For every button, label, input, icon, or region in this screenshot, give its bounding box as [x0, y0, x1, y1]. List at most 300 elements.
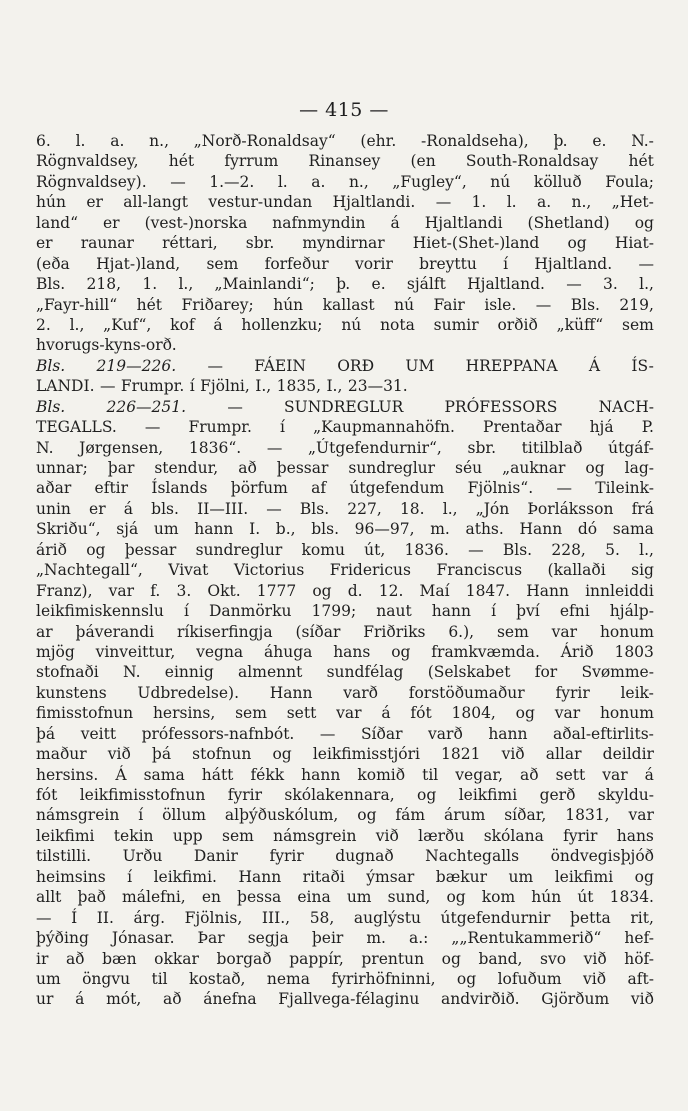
word: all-langt: [123, 193, 188, 212]
word: við: [501, 745, 525, 764]
word: (vest-)norska: [144, 213, 248, 232]
word: ir: [36, 949, 49, 968]
word: N.-: [631, 132, 654, 150]
word: hann: [301, 765, 341, 784]
word: leikfimi: [554, 867, 614, 886]
word: „Kaupmannahöfn.: [313, 418, 455, 437]
word: hann: [194, 520, 234, 539]
word: séu: [455, 459, 483, 477]
word: l.: [75, 132, 86, 150]
word: Danir: [193, 847, 238, 866]
word: Maí: [419, 581, 450, 600]
word: útgefendurnir: [440, 908, 551, 927]
word: LANDI.: [36, 377, 95, 396]
word: sig: [631, 561, 654, 580]
word: námsgrein: [36, 806, 120, 825]
word: fyrir: [269, 847, 304, 866]
text-line: [36, 295, 654, 315]
word: (ehr.: [360, 132, 397, 150]
text-line: [36, 805, 654, 825]
text-line: [36, 417, 654, 437]
word: er: [89, 499, 106, 518]
text-line: [36, 172, 654, 192]
word: Rinansey: [308, 152, 381, 171]
text-line: [36, 376, 654, 396]
word: Franciscus: [436, 561, 523, 580]
word: kunstens: [36, 683, 107, 702]
word: Frumpr.: [120, 377, 185, 396]
word: komið: [357, 765, 406, 784]
text-line: [36, 765, 654, 785]
word: „Kuf“,: [103, 315, 152, 334]
word: (Shetland): [527, 213, 610, 232]
word: vinveittur,: [95, 642, 176, 661]
word: FÁEIN: [254, 356, 306, 375]
word: varð: [343, 683, 378, 702]
word: dugnað: [335, 847, 394, 866]
word: leikfimi.: [153, 867, 217, 886]
word: auglýstu: [353, 908, 421, 927]
word: Okt.: [207, 581, 241, 600]
word: —: [266, 499, 282, 518]
word: UM: [405, 356, 435, 375]
word: b.,: [275, 520, 296, 539]
text-line: [36, 744, 654, 764]
word: skólana: [483, 826, 544, 845]
word: m.: [430, 520, 450, 539]
text-line: [36, 867, 654, 887]
word: því: [516, 602, 540, 621]
word: og: [567, 234, 587, 253]
word: hersins.: [36, 765, 99, 784]
word: allar: [545, 745, 582, 764]
word: SUNDREGLUR: [284, 397, 404, 416]
body-text: [36, 131, 654, 1010]
word: er: [103, 213, 120, 232]
word: sama: [143, 765, 185, 784]
word: Hjat-)land,: [96, 254, 181, 273]
word: Udbredelse).: [137, 683, 240, 702]
word: PRÓFESSORS: [444, 397, 558, 416]
text-line: [36, 254, 654, 274]
word: hann: [488, 724, 528, 743]
word: Hjaltland.: [467, 275, 545, 294]
word: fyrir: [227, 786, 263, 804]
word: vorir: [354, 254, 393, 273]
word: þetta: [569, 908, 611, 927]
word: 1803: [614, 642, 654, 661]
word: sett: [286, 704, 317, 723]
word: kallast: [322, 295, 375, 314]
word: og: [446, 888, 466, 907]
word: Prentaðar: [483, 418, 562, 437]
word: fám: [395, 806, 426, 825]
text-line: [36, 315, 654, 335]
word: 1.: [471, 193, 487, 212]
word: á: [123, 499, 134, 518]
word: þ.: [553, 132, 568, 150]
word: III.,: [261, 908, 291, 927]
word: South-Ronaldsay: [465, 152, 599, 171]
word: um: [153, 520, 179, 539]
text-line: [36, 397, 654, 417]
word: —: [99, 377, 116, 396]
word: sumir: [433, 315, 479, 334]
word: alþýðuskólum,: [224, 806, 339, 825]
word: fót: [410, 704, 432, 723]
word: og: [585, 459, 605, 477]
word: var: [336, 704, 362, 723]
text-line: [36, 887, 654, 907]
word: pappír,: [289, 949, 344, 968]
word: stofnun: [192, 745, 252, 764]
word: 1804,: [451, 704, 496, 723]
word: árið: [36, 540, 67, 559]
text-line: [36, 703, 654, 723]
word: mjög: [36, 642, 75, 661]
word: Þorláksson: [527, 499, 614, 518]
word: og: [391, 642, 411, 661]
word: vegna: [196, 642, 244, 661]
word: ur: [36, 990, 54, 1009]
word: Svømme-: [581, 663, 654, 682]
word: komu: [301, 540, 345, 559]
word: og: [357, 806, 377, 825]
word: áhuga: [264, 642, 313, 661]
word: dó: [577, 520, 598, 539]
word: deildir: [602, 745, 654, 764]
text-line: [36, 846, 654, 866]
word: (Selskabet: [427, 663, 511, 682]
word: Rögnvaldsey).: [36, 172, 147, 191]
word: sem: [235, 704, 267, 723]
word: sett: [555, 765, 586, 784]
word: N.: [36, 438, 54, 457]
word: 6.: [36, 132, 51, 150]
word: er: [86, 193, 103, 212]
word: var: [554, 704, 581, 723]
word: 23—31.: [347, 377, 408, 396]
word: veitt: [80, 724, 117, 743]
word: hún: [273, 295, 304, 314]
word: lofuðum: [497, 969, 562, 988]
word: maður: [36, 745, 87, 764]
word: I.,: [326, 377, 343, 396]
word: hollenzku;: [241, 315, 323, 334]
word: skólakennara,: [284, 786, 395, 804]
word: Hann: [526, 581, 569, 600]
word: Fair: [433, 295, 465, 314]
word: sundreglur: [195, 540, 283, 559]
word: var: [551, 622, 578, 641]
word: II.: [96, 908, 114, 927]
word: í: [138, 806, 144, 825]
word: Fjölnis“.: [467, 479, 534, 498]
word: þá: [151, 745, 172, 764]
word: „Norð-Ronaldsay“: [193, 132, 336, 150]
word: nafnmyndin: [272, 213, 366, 232]
word: ríkiserfingja: [177, 622, 273, 641]
word: þessa: [237, 888, 282, 907]
word: um: [508, 867, 534, 886]
text-line: [36, 499, 654, 519]
word: að: [520, 765, 539, 784]
word: um: [346, 888, 372, 907]
word: —: [144, 418, 161, 437]
word: TEGALLS.: [36, 418, 117, 437]
word: fót: [36, 786, 58, 804]
word: fimisstofnun: [36, 704, 134, 723]
word: Urðu: [122, 847, 163, 866]
word: —: [36, 908, 52, 927]
word: aths.: [465, 520, 504, 539]
word: 6.),: [448, 622, 475, 641]
word: 1777: [256, 581, 297, 600]
word: Bls.: [570, 295, 600, 314]
word: unin: [36, 499, 71, 518]
word: —: [170, 172, 186, 191]
word: honum: [599, 622, 654, 641]
word: við: [107, 745, 131, 764]
word: í: [189, 377, 195, 396]
word: m.: [366, 929, 386, 948]
word: —: [468, 540, 484, 559]
word: hans: [333, 642, 371, 661]
word: að: [238, 459, 257, 477]
word: árum: [443, 806, 486, 825]
text-line: [36, 560, 654, 580]
word: og: [456, 969, 477, 988]
word: síðar,: [504, 806, 547, 825]
word: þýðing: [36, 929, 89, 948]
word: vegar,: [455, 765, 504, 784]
word: 3.: [603, 275, 618, 294]
word: e.: [592, 132, 607, 150]
word: unnar;: [36, 459, 88, 477]
word: um: [36, 969, 61, 988]
word: honum: [599, 704, 654, 723]
word: 1834.: [609, 888, 654, 907]
word: stofnaði: [36, 663, 99, 682]
word: en: [201, 888, 221, 907]
word: aðar: [36, 479, 72, 498]
word: og: [515, 704, 535, 723]
word: 12.: [378, 581, 404, 600]
word: okkar: [154, 949, 199, 968]
word: l.: [506, 193, 517, 212]
word: Fjölnis,: [184, 908, 243, 927]
word: —: [638, 254, 654, 273]
word: HREPPANA: [465, 356, 558, 375]
word: á: [644, 765, 654, 784]
word: Hann: [238, 867, 282, 886]
word: og: [86, 540, 106, 559]
word: þáverandi: [75, 622, 155, 641]
word: hef-: [624, 929, 654, 948]
word: í: [503, 254, 509, 273]
word: segja: [247, 929, 289, 948]
word: a.: [536, 193, 552, 212]
word: leikfimi: [458, 786, 518, 804]
word: í: [127, 867, 133, 886]
word: sem: [622, 315, 654, 334]
word: „Útgefendurnir“,: [308, 438, 442, 457]
word: bæn: [102, 949, 137, 968]
word: á: [213, 315, 223, 334]
word: ar: [36, 622, 53, 641]
word: 218,: [86, 275, 122, 294]
word: l.,: [639, 540, 654, 559]
text-line: [36, 785, 654, 805]
word: Fjölni,: [200, 377, 250, 396]
word: „Nachtegall“,: [36, 561, 143, 580]
word: Bls.: [36, 356, 66, 375]
word: hjá: [589, 418, 614, 437]
word: -Ronaldseha),: [421, 132, 529, 150]
word: eina: [297, 888, 331, 907]
text-line: [36, 826, 654, 846]
word: námsgrein: [273, 826, 357, 845]
word: almennt: [238, 663, 303, 682]
text-line: [36, 540, 654, 560]
word: Hjaltlandi.: [332, 193, 416, 212]
word: einnig: [164, 663, 214, 682]
word: ánefna: [203, 990, 257, 1009]
word: við: [630, 990, 654, 1009]
text-line: [36, 335, 654, 355]
word: skyldu-: [597, 786, 654, 804]
text-line: [36, 928, 654, 948]
word: hans: [616, 826, 654, 845]
word: —: [435, 193, 452, 212]
word: aft-: [627, 969, 654, 988]
word: Danmörku: [208, 602, 292, 621]
word: sundfélag: [326, 663, 404, 682]
page-number: — 415 —: [299, 99, 389, 121]
word: prentun: [361, 949, 425, 968]
word: e.: [371, 275, 386, 294]
word: sjálft: [406, 275, 446, 294]
word: Hann: [519, 520, 563, 539]
word: upp: [172, 826, 203, 845]
word: þar: [107, 459, 135, 477]
word: band,: [478, 949, 523, 968]
word: innleiddi: [585, 581, 654, 600]
word: 96—97,: [354, 520, 415, 539]
word: Hiat-: [614, 234, 654, 253]
text-line: [36, 458, 654, 478]
word: ORÐ: [337, 356, 375, 375]
word: (síðar: [295, 622, 341, 641]
word: „Mainlandi“;: [214, 275, 315, 294]
word: Íslands: [151, 479, 208, 498]
word: —: [266, 438, 283, 457]
text-line: [36, 908, 654, 928]
word: „Fayr-hill“: [36, 295, 118, 314]
word: I.,: [255, 377, 272, 396]
word: n.,: [348, 172, 369, 191]
word: 18.: [399, 499, 425, 518]
word: n.,: [571, 193, 592, 212]
word: leikfimiskennslu: [36, 602, 164, 621]
word: f.: [150, 581, 161, 600]
text-line: [36, 642, 654, 662]
word: Rögnvaldsey,: [36, 152, 139, 171]
word: var: [628, 806, 654, 825]
word: hún: [36, 193, 66, 212]
word: Hjaltlandi: [424, 213, 503, 232]
word: 1799;: [311, 602, 357, 621]
word: á: [381, 704, 391, 723]
word: „Het-: [611, 193, 654, 212]
word: II—III.: [197, 499, 249, 518]
word: Bls.: [299, 499, 330, 518]
word: og: [634, 867, 654, 886]
word: kostað,: [189, 969, 246, 988]
word: „küff“: [556, 315, 604, 334]
word: frá: [631, 499, 654, 518]
word: fyrrum: [224, 152, 279, 171]
word: leikfimisstofnun: [79, 786, 206, 804]
word: að: [65, 949, 85, 968]
text-line: [36, 683, 654, 703]
word: leikfimisstjóri: [312, 745, 420, 764]
word: nú: [394, 295, 415, 314]
word: naut: [376, 602, 412, 621]
word: (eða: [36, 254, 70, 273]
word: að: [162, 990, 182, 1009]
word: sundreglur: [348, 459, 436, 477]
word: sbr.: [467, 438, 497, 457]
word: þessar: [276, 459, 329, 477]
word: þessar: [124, 540, 177, 559]
word: „auknar: [502, 459, 566, 477]
word: n.,: [149, 132, 169, 150]
text-line: [36, 438, 654, 458]
word: Árið: [560, 642, 594, 661]
word: Frumpr.: [188, 418, 252, 437]
word: 1821: [441, 745, 481, 764]
word: Á: [115, 765, 127, 784]
word: fyrir: [563, 826, 598, 845]
word: árg.: [133, 908, 166, 927]
word: kom: [481, 888, 516, 907]
word: 58,: [309, 908, 335, 927]
word: til: [422, 765, 439, 784]
word: Hjaltland.: [534, 254, 613, 273]
text-line: [36, 724, 654, 744]
word: 226—251.: [106, 397, 187, 416]
word: hvorugs-kyns-orð.: [36, 336, 177, 355]
word: höf-: [624, 949, 654, 968]
word: aðal-eftirlits-: [553, 724, 654, 743]
word: fyrirhöfninni,: [331, 969, 436, 988]
word: 1831,: [565, 806, 610, 825]
word: „„Rentukammerið“: [451, 929, 602, 948]
word: andvirðið.: [441, 990, 520, 1009]
word: sama: [612, 520, 654, 539]
word: þeir: [311, 929, 344, 948]
text-line: [36, 192, 654, 212]
word: til: [151, 969, 168, 988]
word: sem: [206, 254, 239, 273]
word: —: [319, 724, 336, 743]
word: —: [535, 295, 552, 314]
word: Tileink-: [595, 479, 654, 498]
word: 1.—2.: [209, 172, 255, 191]
word: I.: [249, 520, 261, 539]
word: hét: [136, 295, 163, 314]
